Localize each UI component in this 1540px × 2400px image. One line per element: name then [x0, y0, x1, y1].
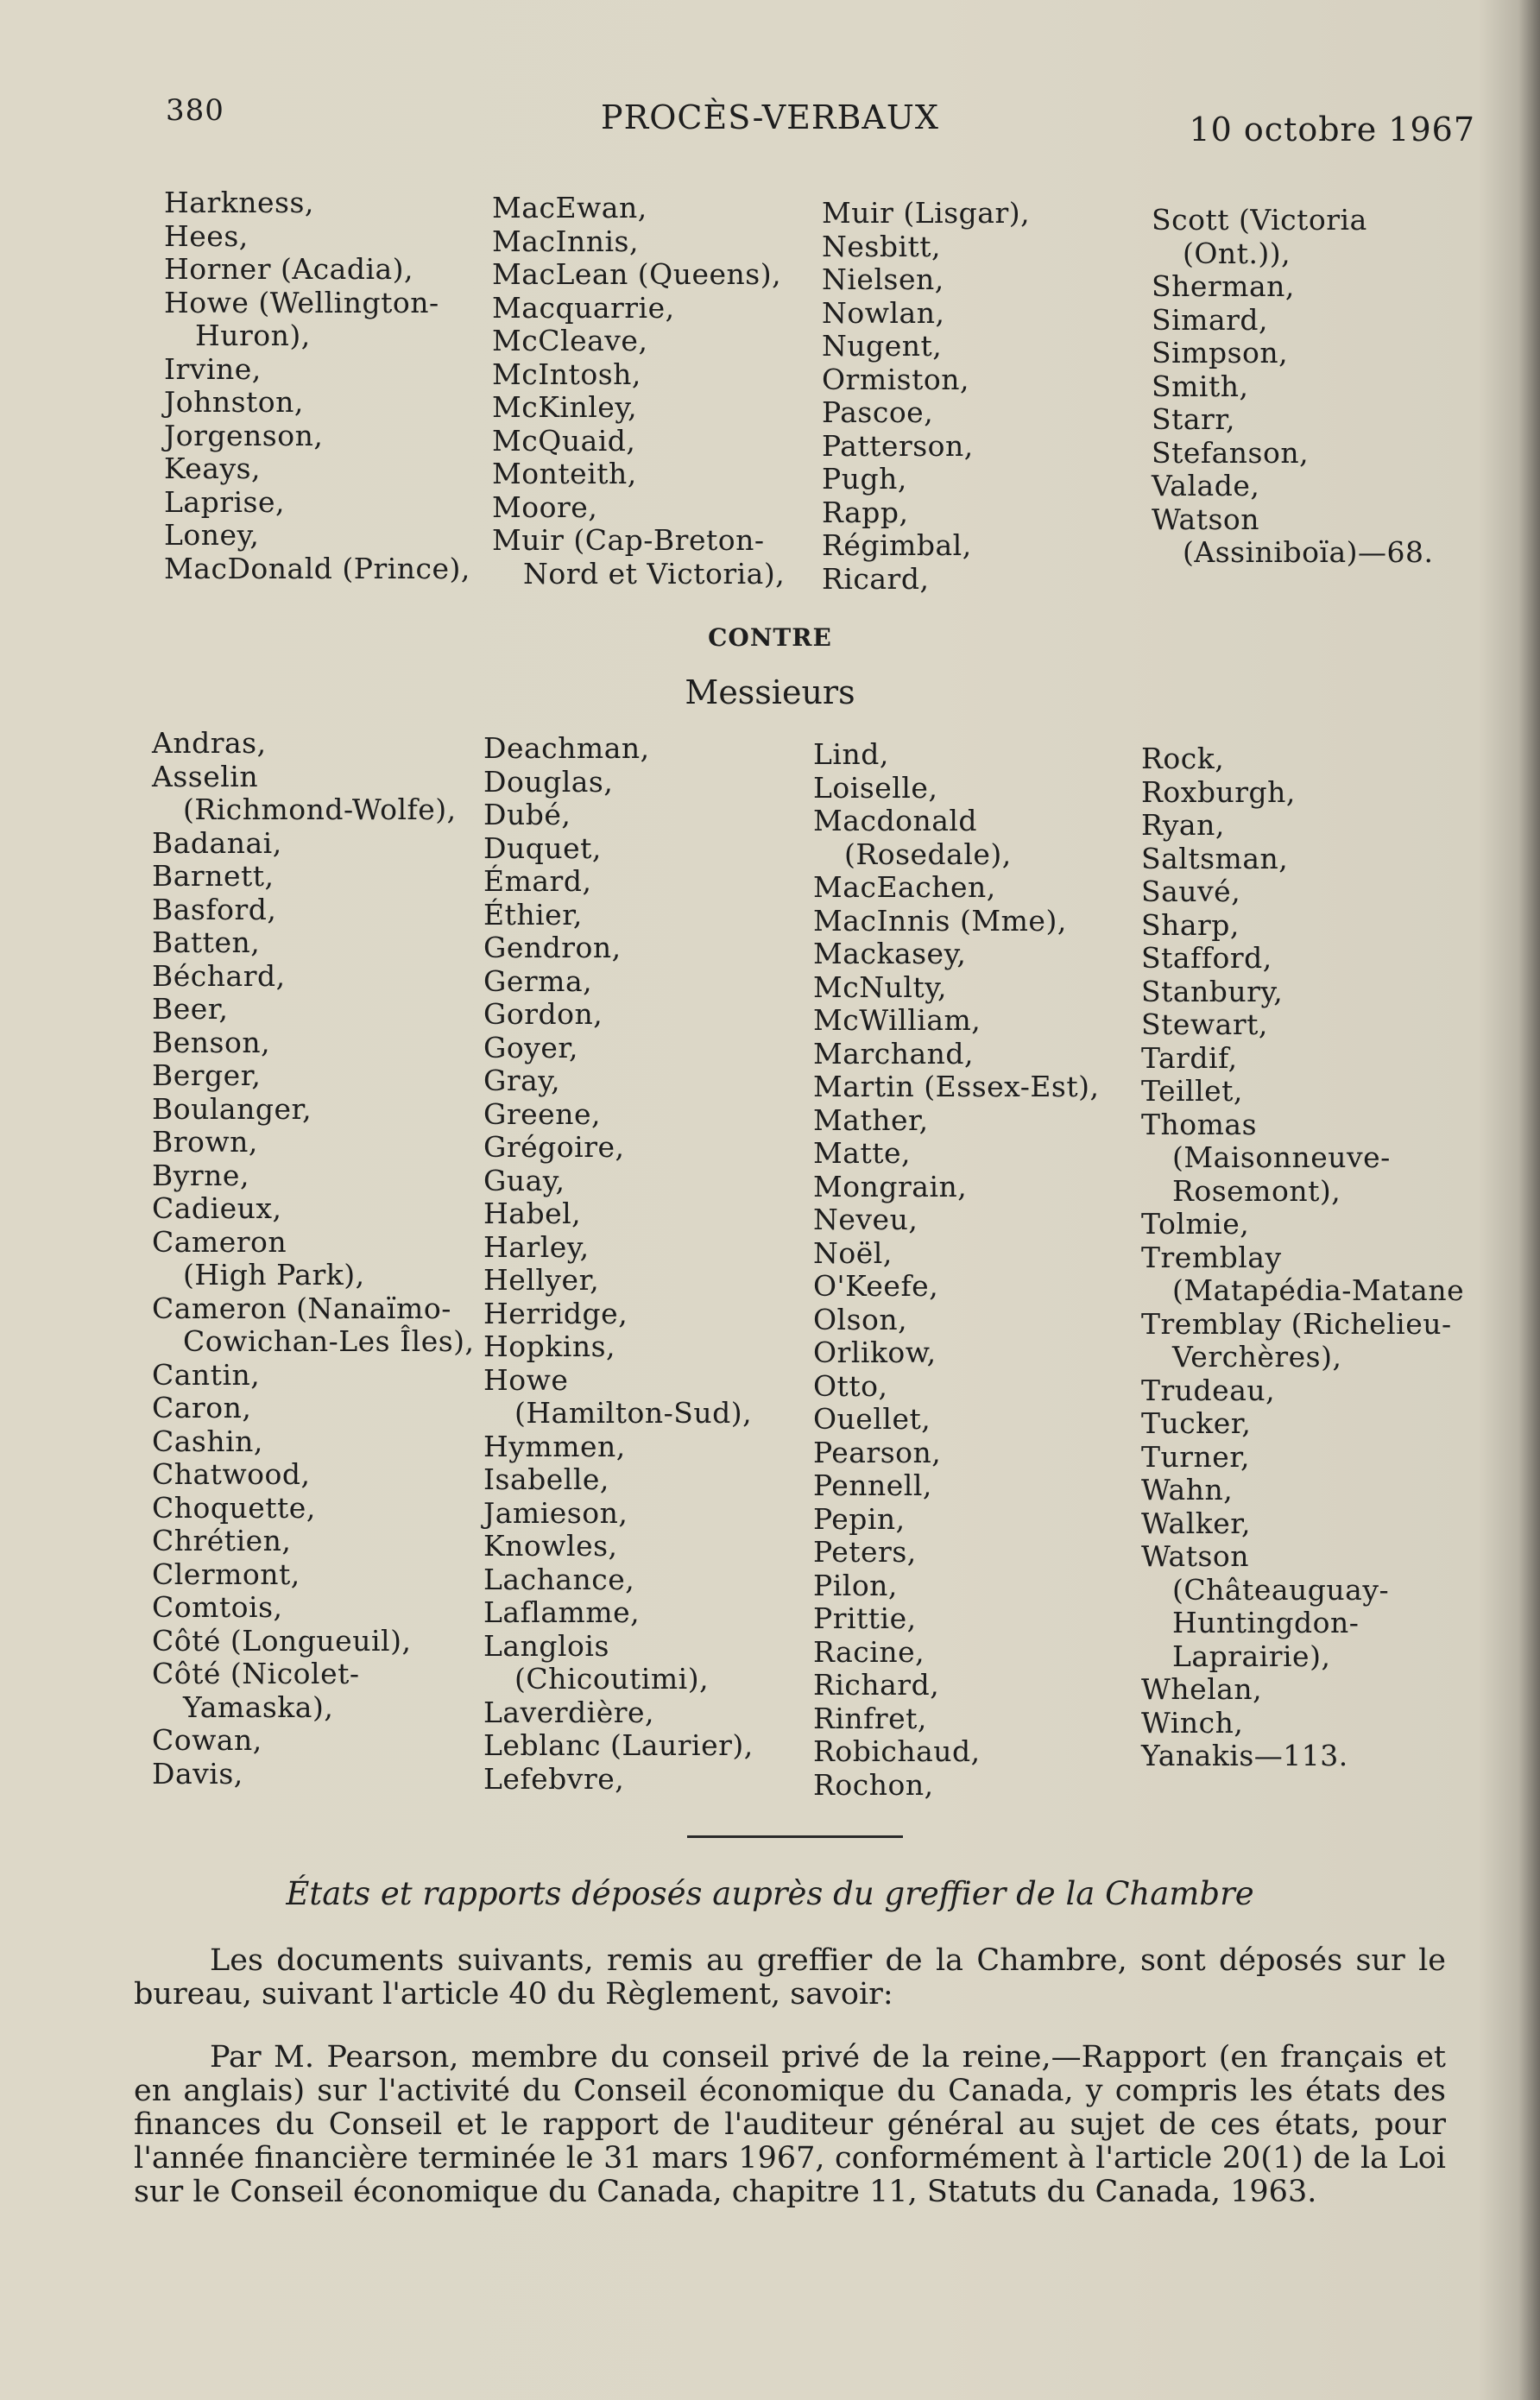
page-header [0, 93, 1540, 148]
contre-column-4 [1141, 742, 1464, 1773]
name-entry: MacEwan, [492, 191, 647, 224]
name-entry [492, 558, 785, 591]
name-entry: Lefebvre, [483, 1761, 625, 1796]
name-entry: Sharp, [1141, 907, 1240, 942]
name-entry: Trudeau, [1141, 1373, 1276, 1407]
name-entry: Jamieson, [483, 1495, 628, 1530]
name-continuation: Huron), [195, 319, 311, 352]
name-entry: Macdonald [813, 804, 978, 837]
name-entry [164, 319, 470, 353]
pour-column-3 [822, 197, 1030, 596]
name-entry: Watson [1152, 502, 1260, 536]
name-entry [152, 793, 475, 827]
name-entry: Winch, [1141, 1705, 1244, 1740]
section-title: États et rapports déposés auprès du greffier de la Chambre [286, 1875, 1254, 1912]
name-entry [1141, 1175, 1464, 1209]
name-entry: Asselin [152, 759, 259, 793]
name-entry: Stafford, [1141, 941, 1272, 975]
name-entry: Johnston, [164, 385, 304, 419]
name-entry: Pepin, [813, 1501, 906, 1536]
name-entry: Cashin, [152, 1424, 263, 1458]
name-entry: Cowan, [152, 1723, 262, 1757]
name-entry: Beer, [152, 992, 229, 1026]
contre-column-2 [483, 732, 754, 1796]
name-entry: Goyer, [483, 1030, 579, 1064]
section-divider [687, 1835, 903, 1838]
name-entry [483, 1397, 754, 1431]
name-entry: McIntosh, [492, 357, 641, 391]
name-entry: Whelan, [1141, 1672, 1263, 1706]
name-entry: Berger, [152, 1058, 262, 1092]
name-entry: Comtois, [152, 1590, 283, 1624]
name-entry [1141, 1341, 1464, 1374]
name-entry: Clermont, [152, 1557, 300, 1591]
name-entry: McCleave, [492, 324, 648, 357]
name-entry [1152, 237, 1434, 271]
name-entry: Scott (Victoria [1152, 203, 1367, 237]
name-entry: Stewart, [1141, 1007, 1268, 1041]
name-entry: Watson [1141, 1539, 1250, 1573]
name-entry: Richard, [813, 1668, 940, 1702]
name-entry: Jorgenson, [164, 418, 324, 452]
body-paragraph-1: Les documents suivants, remis au greffier de la Chambre, sont déposés sur le bureau, suivant l'article 40 du Règlement, savoir: [134, 1943, 1446, 2012]
name-entry: MacEachen, [813, 870, 996, 904]
name-continuation: Nord et Victoria), [523, 556, 786, 591]
page-number: 380 [166, 93, 224, 128]
name-entry: MacInnis (Mme), [813, 903, 1067, 938]
name-entry: Brown, [152, 1125, 258, 1159]
name-entry: McNulty, [813, 969, 947, 1004]
name-entry: Neveu, [813, 1203, 918, 1236]
name-entry: Ricard, [822, 561, 930, 596]
name-entry: Rock, [1141, 742, 1225, 775]
name-entry: MacLean (Queens), [492, 257, 782, 291]
name-entry: Gray, [483, 1064, 561, 1097]
name-entry: Choquette, [152, 1490, 316, 1525]
name-entry: Boulanger, [152, 1091, 312, 1126]
name-entry: Byrne, [152, 1158, 249, 1192]
name-entry: Keays, [164, 452, 262, 485]
name-entry: Gordon, [483, 997, 603, 1031]
name-entry: Pugh, [822, 462, 907, 496]
name-entry: McQuaid, [492, 423, 636, 458]
contre-column-3 [813, 738, 1100, 1802]
name-entry: O'Keefe, [813, 1269, 939, 1303]
name-entry: Smith, [1152, 369, 1249, 403]
name-entry: Laflamme, [483, 1595, 641, 1629]
name-entry: Hopkins, [483, 1329, 615, 1363]
name-entry: Langlois [483, 1628, 609, 1663]
name-entry: McKinley, [492, 390, 638, 424]
name-entry: Pascoe, [822, 395, 934, 429]
name-entry [1141, 1141, 1464, 1175]
messieurs-heading: Messieurs [685, 673, 855, 711]
name-continuation: Huntingdon- [1172, 1606, 1360, 1639]
name-entry: Cameron [152, 1224, 287, 1259]
pour-column-1 [164, 186, 470, 585]
name-continuation: (Hamilton-Sud), [514, 1396, 753, 1430]
name-entry: Mongrain, [813, 1169, 968, 1203]
name-entry: Chrétien, [152, 1524, 292, 1557]
name-entry [1141, 1574, 1464, 1607]
name-entry: Basford, [152, 892, 277, 926]
name-entry: Moore, [492, 489, 598, 524]
name-entry: Hees, [164, 218, 249, 253]
name-entry: Éthier, [483, 897, 583, 932]
name-entry: Rochon, [813, 1767, 934, 1802]
name-entry: Starr, [1152, 402, 1235, 436]
name-continuation: Rosemont), [1172, 1173, 1341, 1208]
name-entry: Howe (Wellington- [164, 285, 439, 319]
name-entry: Matte, [813, 1136, 912, 1170]
name-entry: Greene, [483, 1096, 601, 1131]
name-continuation: Laprairie), [1172, 1639, 1331, 1673]
name-entry: Saltsman, [1141, 841, 1289, 875]
name-entry [1152, 536, 1434, 570]
name-entry: Tucker, [1141, 1406, 1252, 1440]
name-entry: Ormiston, [822, 362, 969, 396]
name-entry: Harley, [483, 1229, 590, 1264]
name-entry: Gendron, [483, 931, 622, 964]
name-entry: Tremblay (Richelieu- [1141, 1306, 1452, 1341]
name-entry: Guay, [483, 1163, 565, 1197]
contre-column-1 [152, 727, 475, 1791]
name-entry: Simpson, [1152, 336, 1289, 369]
name-entry: Cantin, [152, 1357, 261, 1392]
name-entry: Dubé, [483, 798, 571, 831]
name-entry: Andras, [152, 726, 267, 760]
name-entry [152, 1691, 475, 1725]
name-entry: Barnett, [152, 859, 275, 893]
name-entry: Deachman, [483, 731, 650, 765]
name-entry: Muir (Lisgar), [822, 196, 1031, 230]
name-entry: Yanakis—113. [1141, 1739, 1348, 1772]
name-entry: Prittie, [813, 1601, 917, 1635]
name-entry: Côté (Nicolet- [152, 1657, 360, 1690]
name-entry: Noël, [813, 1235, 893, 1270]
contre-heading: CONTRE [708, 623, 832, 652]
name-entry: Sauvé, [1141, 875, 1241, 908]
name-entry: Valade, [1152, 469, 1260, 502]
name-entry: Tolmie, [1141, 1207, 1250, 1241]
name-entry [1141, 1607, 1464, 1640]
name-continuation: (Ont.)), [1183, 236, 1291, 270]
name-entry: Douglas, [483, 764, 614, 799]
name-continuation: (Richmond-Wolfe), [183, 793, 457, 826]
name-entry: Batten, [152, 925, 261, 959]
name-entry: Laprise, [164, 484, 285, 519]
name-entry: Chatwood, [152, 1457, 311, 1491]
name-entry: Stanbury, [1141, 974, 1284, 1008]
name-entry [483, 1663, 754, 1696]
name-entry: Régimbal, [822, 528, 972, 562]
name-entry: Racine, [813, 1634, 925, 1669]
name-entry: Robichaud, [813, 1734, 981, 1768]
name-entry: Grégoire, [483, 1130, 625, 1164]
name-entry [1141, 1274, 1464, 1308]
name-entry [813, 838, 1100, 872]
name-entry: Cadieux, [152, 1191, 282, 1225]
name-continuation: Verchères), [1172, 1340, 1342, 1374]
name-entry: Lind, [813, 737, 889, 771]
name-continuation: (Matapédia-Matane [1172, 1273, 1465, 1307]
name-entry [1141, 1640, 1464, 1674]
name-entry: Marchand, [813, 1036, 975, 1071]
name-entry: MacDonald (Prince), [164, 551, 470, 585]
page-date: 10 octobre 1967 [1189, 111, 1475, 148]
name-entry: Mackasey, [813, 937, 967, 970]
name-entry: Laverdière, [483, 1695, 655, 1729]
name-entry: Pennell, [813, 1468, 932, 1502]
name-entry: Patterson, [822, 428, 974, 463]
name-entry: Nugent, [822, 329, 943, 363]
name-entry: Teillet, [1141, 1074, 1243, 1108]
name-entry: Hellyer, [483, 1263, 600, 1297]
name-entry: Muir (Cap-Breton- [492, 523, 765, 557]
name-continuation: (High Park), [183, 1258, 365, 1292]
name-entry: Mather, [813, 1102, 929, 1137]
name-entry [152, 1325, 475, 1359]
name-entry: Nielsen, [822, 262, 944, 296]
name-continuation: (Maisonneuve- [1172, 1140, 1391, 1174]
name-entry: Harkness, [164, 186, 314, 219]
name-entry: Isabelle, [483, 1462, 609, 1496]
name-entry: Nowlan, [822, 295, 945, 330]
name-entry: Otto, [813, 1368, 888, 1403]
name-entry: Habel, [483, 1197, 582, 1230]
name-entry: Rinfret, [813, 1701, 927, 1735]
name-entry: Tardif, [1141, 1040, 1238, 1075]
name-entry: Monteith, [492, 457, 637, 490]
name-entry: Caron, [152, 1391, 252, 1424]
name-entry: Nesbitt, [822, 229, 942, 263]
name-entry: Loney, [164, 518, 260, 552]
name-entry: Germa, [483, 963, 593, 998]
name-entry: Duquet, [483, 831, 602, 865]
name-entry: Émard, [483, 864, 592, 898]
name-continuation: Cowichan-Les Îles), [183, 1324, 475, 1358]
name-entry: Loiselle, [813, 770, 938, 805]
name-continuation: (Chicoutimi), [514, 1662, 710, 1696]
name-entry: Turner, [1141, 1439, 1250, 1474]
name-entry [152, 1259, 475, 1292]
name-continuation: (Assiniboïa)—68. [1183, 535, 1434, 569]
name-entry: Lachance, [483, 1562, 635, 1596]
name-entry: Ryan, [1141, 808, 1225, 842]
name-entry: Roxburgh, [1141, 774, 1296, 809]
name-entry: Horner (Acadia), [164, 252, 414, 286]
name-entry: Howe [483, 1362, 569, 1397]
name-entry: Olson, [813, 1302, 908, 1336]
name-entry: Peters, [813, 1535, 917, 1569]
name-entry: Martin (Essex-Est), [813, 1070, 1100, 1103]
name-continuation: (Châteauguay- [1172, 1572, 1390, 1607]
name-entry: Ouellet, [813, 1402, 931, 1436]
name-continuation: Yamaska), [183, 1689, 334, 1724]
name-entry: Leblanc (Laurier), [483, 1728, 754, 1762]
name-entry: Knowles, [483, 1529, 618, 1563]
name-entry: Orlikow, [813, 1336, 937, 1369]
name-entry: Pilon, [813, 1568, 898, 1602]
name-entry: McWilliam, [813, 1003, 981, 1037]
name-entry: Macquarrie, [492, 290, 675, 325]
running-title: PROCÈS-VERBAUX [601, 98, 939, 136]
name-entry: Davis, [152, 1756, 243, 1791]
pour-column-2 [492, 192, 785, 591]
name-entry: Thomas [1141, 1107, 1258, 1141]
name-entry: Herridge, [483, 1296, 628, 1330]
name-entry: Irvine, [164, 351, 262, 386]
name-entry: Sherman, [1152, 269, 1295, 303]
name-entry: Côté (Longueuil), [152, 1623, 412, 1658]
name-entry: Cameron (Nanaïmo- [152, 1291, 451, 1325]
name-entry: Badanai, [152, 825, 282, 860]
name-entry: Hymmen, [483, 1429, 626, 1463]
name-entry: MacInnis, [492, 224, 639, 258]
name-entry: Stefanson, [1152, 435, 1310, 470]
name-entry: Rapp, [822, 495, 909, 529]
name-entry: Walker, [1141, 1506, 1251, 1540]
name-entry: Wahn, [1141, 1473, 1234, 1506]
name-entry: Simard, [1152, 302, 1269, 337]
name-entry: Béchard, [152, 958, 286, 993]
name-entry: Pearson, [813, 1435, 942, 1469]
pour-column-4 [1152, 204, 1434, 570]
name-continuation: (Rosedale), [844, 837, 1012, 871]
body-paragraph-2: Par M. Pearson, membre du conseil privé de la reine,—Rapport (en français et en anglais) sur l'activité du Conseil économique du Canada, y compris les états des finances du Conseil et le rapport de l'auditeur général au sujet de ces états, pour l'année financière terminée le 31 mars 1967, conformément à l'article 20(1) de la Loi sur le Conseil économique du Canada, chapitre 11, Statuts du Canada, 1963. [134, 2040, 1446, 2209]
name-entry: Benson, [152, 1025, 271, 1059]
name-entry: Tremblay [1141, 1240, 1282, 1274]
